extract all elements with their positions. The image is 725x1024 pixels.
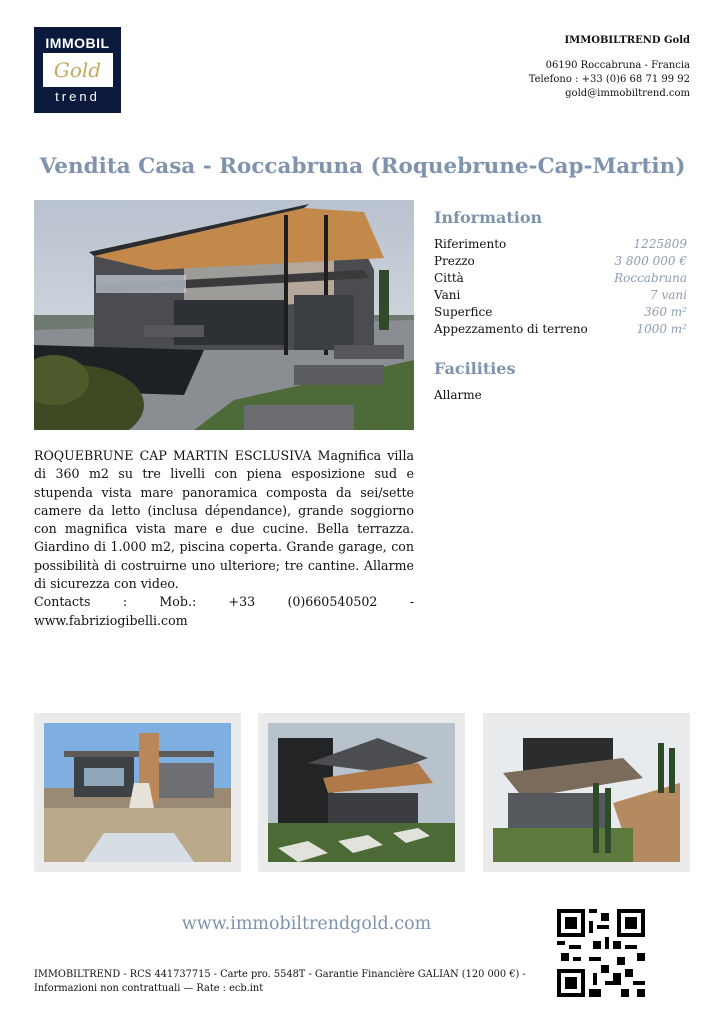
qr-code <box>557 909 645 997</box>
info-value: 360 m² <box>644 305 687 319</box>
agency-logo <box>34 27 121 113</box>
agency-contact <box>390 34 690 101</box>
info-row-terreno <box>434 321 687 338</box>
facilities-section <box>434 359 687 404</box>
legal-footer <box>34 968 534 996</box>
info-value: 1000 m² <box>636 322 687 336</box>
thumbnail-photo-1[interactable] <box>34 713 241 872</box>
facilities-heading: Facilities <box>434 359 516 378</box>
contacts-text: Contacts : Mob.: +33 (0)660540502 - www.fabriziogibelli.com <box>34 594 414 628</box>
info-label: Superfice <box>434 305 493 319</box>
footer-line-2: Informazioni non contrattuali — Rate : ecb.int <box>34 983 264 994</box>
info-label: Prezzo <box>434 254 475 268</box>
logo-text-top: IMMOBIL <box>45 35 110 51</box>
info-row-riferimento <box>434 236 687 253</box>
agency-email[interactable]: gold@immobiltrend.com <box>565 88 690 99</box>
info-label: Riferimento <box>434 237 507 251</box>
agency-phone: Telefono : +33 (0)6 68 71 99 92 <box>528 74 690 85</box>
info-row-superfice <box>434 304 687 321</box>
information-heading: Information <box>434 208 543 227</box>
main-property-photo <box>34 200 414 430</box>
agency-address: 06190 Roccabruna - Francia <box>545 60 690 71</box>
thumbnail-photo-2[interactable] <box>258 713 465 872</box>
footer-line-1: IMMOBILTREND - RCS 441737715 - Carte pro. 5548T - Garantie Financière GALIAN (120 000 €) - <box>34 969 526 980</box>
property-description <box>34 447 414 630</box>
info-value: 1225809 <box>633 237 687 251</box>
info-row-citta <box>434 270 687 287</box>
facility-item: Allarme <box>434 388 482 402</box>
thumbnail-photo-3[interactable] <box>483 713 690 872</box>
agency-name: IMMOBILTREND Gold <box>564 35 690 46</box>
info-row-prezzo <box>434 253 687 270</box>
logo-text-middle: Gold <box>43 53 113 87</box>
info-label: Città <box>434 271 464 285</box>
description-text: ROQUEBRUNE CAP MARTIN ESCLUSIVA Magnifica villa di 360 m2 su tre livelli con piena esposizione sud e stupenda vista mare panoramica composta da sei/sette camere da letto (inclusa dépendance), grande soggiorno con magnifica vista mare e due cucine. Bella terrazza. Giardino di 1.000 m2, piscina coperta. Grande garage, con possibilità di costruirne uno ulteriore; tre cantine. Allarme di sicurezza con video. <box>34 448 414 592</box>
logo-text-bottom: trend <box>55 89 100 104</box>
info-value: Roccabruna <box>614 271 687 285</box>
agency-website-link[interactable]: www.immobiltrendgold.com <box>181 914 432 934</box>
information-section <box>434 208 687 338</box>
info-value: 7 vani <box>650 288 687 302</box>
page-title: Vendita Casa - Roccabruna (Roquebrune-Cap-Martin) <box>39 154 686 179</box>
info-value: 3 800 000 € <box>614 254 687 268</box>
info-label: Vani <box>434 288 461 302</box>
info-row-vani <box>434 287 687 304</box>
info-label: Appezzamento di terreno <box>434 322 588 336</box>
